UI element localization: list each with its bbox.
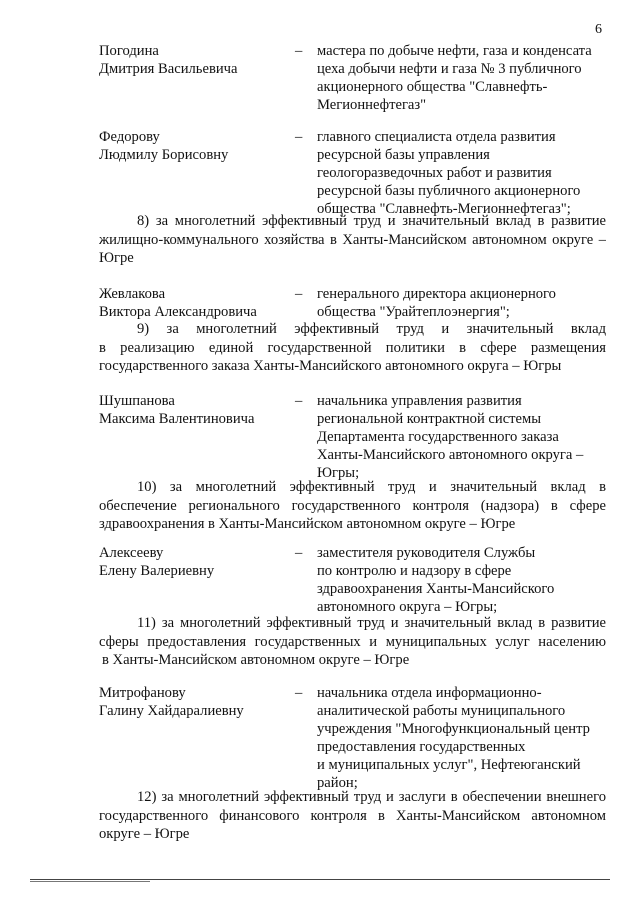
position-line: акционерного общества "Славнефть- bbox=[317, 79, 548, 95]
person-position bbox=[317, 128, 607, 218]
name-line: Шушпанова bbox=[99, 393, 175, 409]
person-name bbox=[99, 285, 289, 321]
name-line: Дмитрия Васильевича bbox=[99, 61, 238, 77]
name-line: Людмилу Борисовну bbox=[99, 147, 229, 163]
dash-separator: – bbox=[295, 286, 303, 302]
paragraph-line: 9) за многолетний эффективный труд и значительный вклад bbox=[137, 321, 606, 337]
position-line: Мегионнефтегаз" bbox=[317, 97, 427, 113]
section-paragraph bbox=[99, 320, 606, 376]
person-name bbox=[99, 684, 289, 720]
name-line: Максима Валентиновича bbox=[99, 411, 255, 427]
person-position bbox=[317, 544, 607, 616]
position-line: автономного округа – Югры; bbox=[317, 599, 498, 615]
position-line: цеха добычи нефти и газа № 3 публичного bbox=[317, 61, 582, 77]
paragraph-line: государственного заказа Ханты-Мансийского автономного округа – Югры bbox=[99, 358, 562, 374]
dash-separator: – bbox=[295, 545, 303, 561]
section-paragraph bbox=[99, 614, 606, 670]
position-line: Департамента государственного заказа bbox=[317, 429, 559, 445]
position-line: начальника отдела информационно- bbox=[317, 685, 542, 701]
paragraph-line: здравоохранения в Ханты-Мансийском автономном округе – Югре bbox=[99, 516, 516, 532]
paragraph-line: 12) за многолетний эффективный труд и заслуги в обеспечении внешнего bbox=[137, 789, 606, 805]
paragraph-line: государственного финансового контроля в Ханты-Мансийском автономном bbox=[99, 807, 606, 824]
name-line: Погодина bbox=[99, 43, 159, 59]
position-line: заместителя руководителя Службы bbox=[317, 545, 536, 561]
person-name bbox=[99, 544, 289, 580]
paragraph-line: обеспечение регионального государственного контроля (надзора) в сфере bbox=[99, 497, 606, 514]
position-line: по контролю и надзору в сфере bbox=[317, 563, 512, 579]
position-line: предоставления государственных bbox=[317, 739, 526, 755]
position-line: учреждения "Многофункциональный центр bbox=[317, 721, 590, 737]
paragraph-line: Югре bbox=[99, 250, 134, 266]
position-line: Ханты-Мансийского автономного округа – bbox=[317, 447, 584, 463]
name-line: Жевлакова bbox=[99, 286, 166, 302]
position-line: мастера по добыче нефти, газа и конденсата bbox=[317, 43, 592, 59]
person-position bbox=[317, 392, 607, 482]
position-line: район; bbox=[317, 775, 358, 791]
position-line: начальника управления развития bbox=[317, 393, 522, 409]
person-name bbox=[99, 392, 289, 428]
dash-separator: – bbox=[295, 685, 303, 701]
person-position bbox=[317, 285, 607, 321]
position-line: и муниципальных услуг", Нефтеюганский bbox=[317, 757, 581, 773]
name-line: Митрофанову bbox=[99, 685, 186, 701]
section-paragraph bbox=[99, 212, 606, 268]
name-line: Елену Валериевну bbox=[99, 563, 215, 579]
paragraph-line: в реализацию единой государственной политики в сфере размещения bbox=[99, 339, 606, 356]
name-line: Виктора Александровича bbox=[99, 304, 257, 320]
paragraph-line: 8) за многолетний эффективный труд и значительный вклад в развитие bbox=[137, 213, 606, 229]
paragraph-line: 11) за многолетний эффективный труд и значительный вклад в развитие bbox=[137, 615, 606, 631]
person-position bbox=[317, 684, 607, 792]
position-line: главного специалиста отдела развития bbox=[317, 129, 556, 145]
position-line: аналитической работы муниципального bbox=[317, 703, 566, 719]
position-line: общества "Урайтеплоэнергия"; bbox=[317, 304, 510, 320]
position-line: общества "Славнефть-Мегионнефтегаз"; bbox=[317, 201, 571, 217]
name-line: Галину Хайдаралиевну bbox=[99, 703, 244, 719]
dash-separator: – bbox=[295, 129, 303, 145]
person-name bbox=[99, 42, 289, 78]
dash-separator: – bbox=[295, 43, 303, 59]
dash-separator: – bbox=[295, 393, 303, 409]
position-line: ресурсной базы публичного акционерного bbox=[317, 183, 581, 199]
section-paragraph bbox=[99, 788, 606, 844]
person-position bbox=[317, 42, 607, 114]
position-line: геологоразведочных работ и развития bbox=[317, 165, 552, 181]
paragraph-line: в Ханты-Мансийском автономном округе – Югре bbox=[102, 652, 410, 668]
position-line: Югры; bbox=[317, 465, 360, 481]
position-line: генерального директора акционерного bbox=[317, 286, 556, 302]
paragraph-line: 10) за многолетний эффективный труд и значительный вклад в bbox=[137, 479, 606, 495]
paragraph-line: округе – Югре bbox=[99, 826, 190, 842]
name-line: Алексееву bbox=[99, 545, 164, 561]
section-paragraph bbox=[99, 478, 606, 534]
page-number: 6 bbox=[595, 22, 602, 37]
paragraph-line: сферы предоставления государственных и муниципальных услуг населению bbox=[99, 633, 606, 650]
position-line: ресурсной базы управления bbox=[317, 147, 490, 163]
name-line: Федорову bbox=[99, 129, 160, 145]
paragraph-line: жилищно-коммунального хозяйства в Ханты-Мансийском автономном округе – bbox=[99, 231, 606, 248]
footer-divider bbox=[30, 879, 610, 880]
footer-divider bbox=[30, 881, 150, 882]
position-line: региональной контрактной системы bbox=[317, 411, 542, 427]
person-name bbox=[99, 128, 289, 164]
position-line: здравоохранения Ханты-Мансийского bbox=[317, 581, 555, 597]
